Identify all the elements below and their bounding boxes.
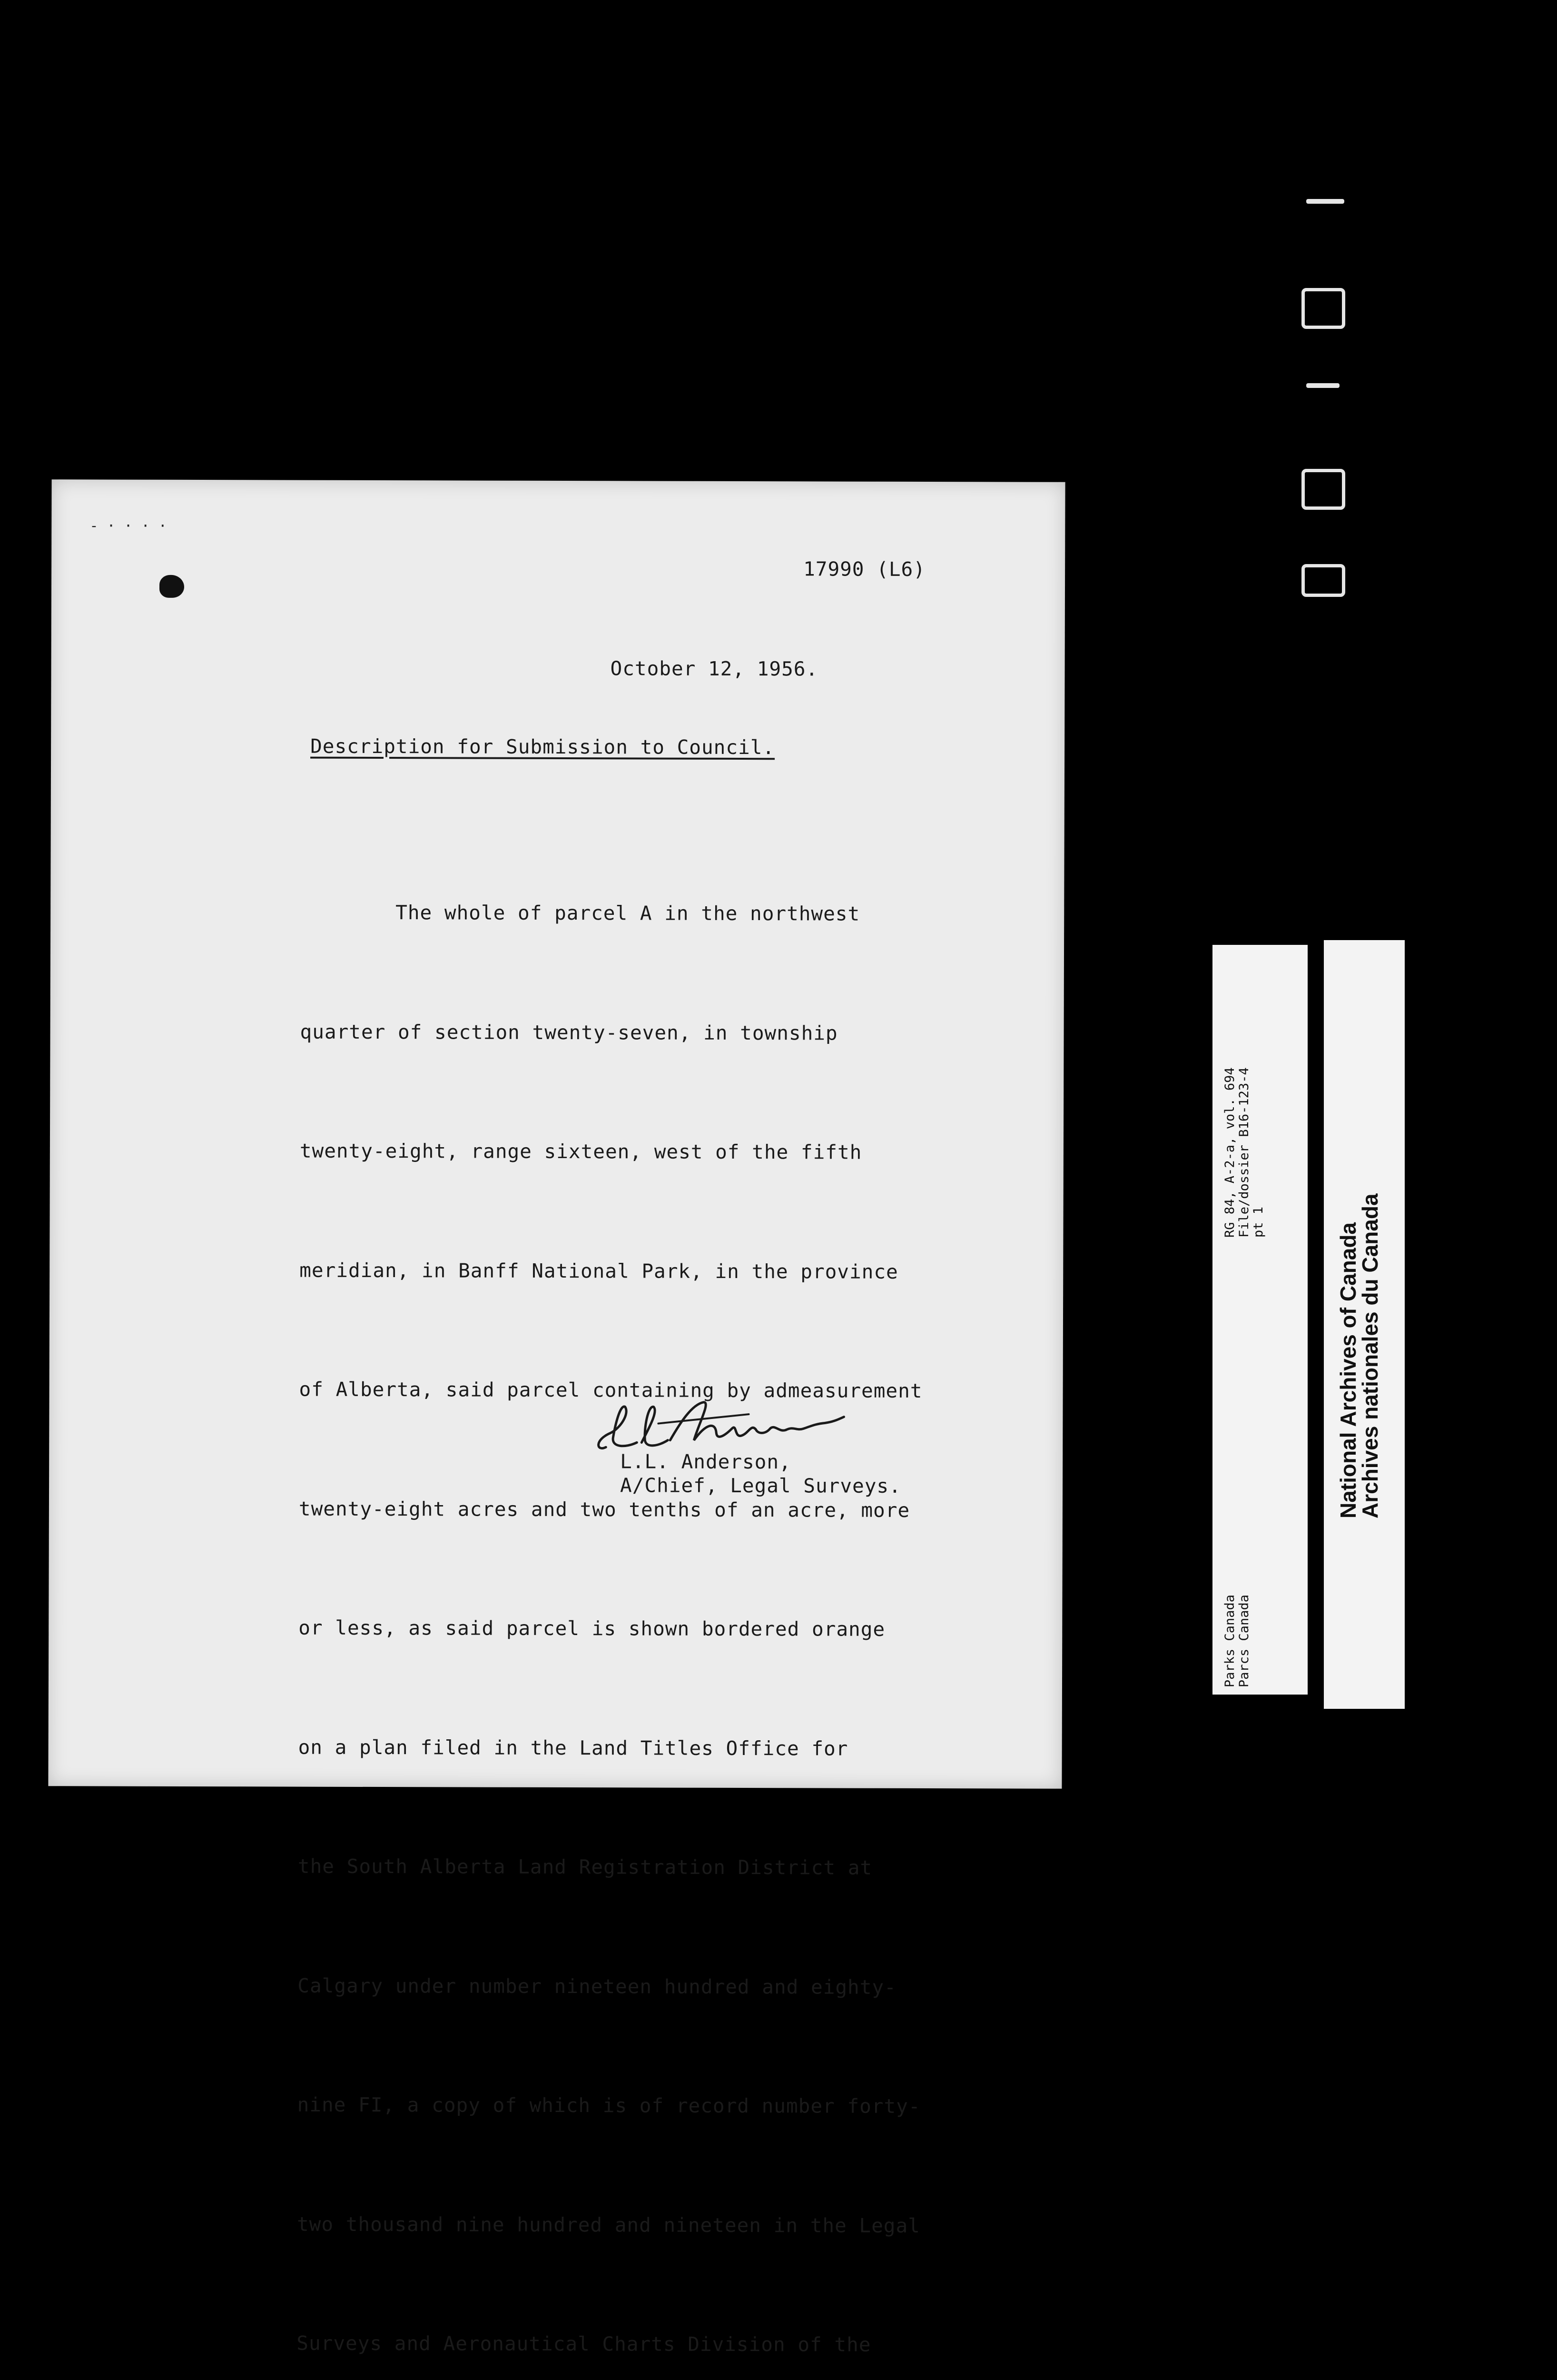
reference-line: RG 84, A-2-a, vol. 694 [1222, 1067, 1237, 1238]
letter-heading: Description for Submission to Council. [310, 734, 775, 759]
archive-owner [1223, 1530, 1252, 1687]
body-line: Calgary under number nineteen hundred and eighty- [297, 1974, 897, 1999]
letter-page [48, 479, 1065, 2356]
body-line: on a plan filed in the Land Titles Office for [298, 1735, 848, 1760]
institution-line: Archives nationales du Canada [1358, 1193, 1382, 1518]
frame-mark [1306, 383, 1340, 388]
body-line: meridian, in Banff National Park, in the province [299, 1259, 898, 1283]
owner-line: Parcs Canada [1237, 1594, 1252, 1687]
file-number: 17990 (L6) [803, 557, 926, 581]
letter-body [296, 813, 936, 2380]
body-line: The whole of parcel A in the northwest [395, 901, 860, 925]
frame-mark [1301, 469, 1345, 510]
body-line: two thousand nine hundred and nineteen in the Legal [296, 2212, 920, 2237]
archives-institution [1337, 1138, 1381, 1518]
signatory-name: L.L. Anderson, [620, 1450, 791, 1474]
signatory-title: A/Chief, Legal Surveys. [620, 1474, 901, 1497]
owner-line: Parks Canada [1222, 1594, 1237, 1687]
frame-mark [1306, 199, 1344, 204]
frame-mark [1301, 288, 1345, 329]
body-line: twenty-eight acres and two tenths of an acre, more [298, 1497, 910, 1522]
letter-date: October 12, 1956. [610, 657, 818, 681]
body-line: of Alberta, said parcel containing by admeasurement [299, 1378, 923, 1403]
ink-blot [159, 575, 184, 598]
body-line: Surveys and Aeronautical Charts Division of the [296, 2331, 871, 2356]
institution-line: National Archives of Canada [1336, 1222, 1360, 1518]
archive-reference [1222, 1067, 1266, 1238]
body-line: the South Alberta Land Registration District at [297, 1854, 873, 1879]
body-line: quarter of section twenty-seven, in township [300, 1020, 838, 1045]
reference-line: pt 1 [1251, 1206, 1266, 1238]
body-line: twenty-eight, range sixteen, west of the fifth [299, 1139, 862, 1164]
ink-specks: - · · · · [89, 517, 167, 535]
body-line: nine FI, a copy of which is of record number forty- [297, 2093, 921, 2118]
reference-line: File/dossier B16-123-4 [1237, 1067, 1252, 1238]
frame-mark [1301, 564, 1345, 597]
body-line: or less, as said parcel is shown bordered orange [298, 1616, 886, 1641]
